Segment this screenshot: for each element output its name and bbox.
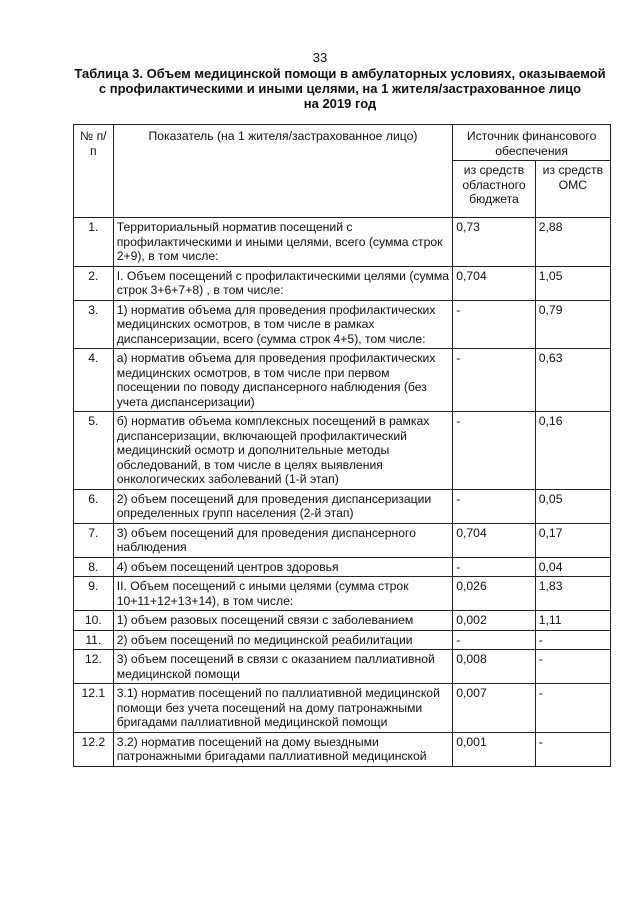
table-row [74, 300, 611, 349]
row-regional-budget-cell: 0,73 [453, 218, 536, 267]
title-line: с профилактическими и иными целями, на 1 жителя/застрахованное лицо [98, 81, 582, 96]
row-oms-cell: 0,63 [535, 349, 610, 412]
header-number: № п/п [74, 125, 114, 218]
row-indicator-cell: 4) объем посещений центров здоровья [113, 557, 453, 577]
row-number-cell: 4. [74, 349, 114, 412]
row-regional-budget-cell: - [453, 349, 536, 412]
row-indicator-cell: 1) норматив объема для проведения профилактических медицинских осмотров, в том числе в рамках диспансеризации, всего (сумма строк 4+5), том числе: [113, 300, 453, 349]
row-number-cell: 7. [74, 523, 114, 557]
row-regional-budget-cell: 0,001 [453, 732, 536, 766]
row-indicator-cell: 3) объем посещений для проведения диспансерного наблюдения [113, 523, 453, 557]
row-oms-cell: 0,04 [535, 557, 610, 577]
row-indicator-cell: 3.2) норматив посещений на дому выездными патронажными бригадами паллиативной медицинской [113, 732, 453, 766]
row-oms-cell: 0,79 [535, 300, 610, 349]
row-regional-budget-cell: - [453, 300, 536, 349]
row-oms-cell: 1,83 [535, 577, 610, 611]
row-indicator-cell: 1) объем разовых посещений связи с заболеванием [113, 611, 453, 631]
row-number-cell: 8. [74, 557, 114, 577]
row-regional-budget-cell: 0,704 [453, 523, 536, 557]
table-row [74, 266, 611, 300]
row-number-cell: 3. [74, 300, 114, 349]
row-indicator-cell: 3) объем посещений в связи с оказанием паллиативной медицинской помощи [113, 650, 453, 684]
row-oms-cell: 1,05 [535, 266, 610, 300]
row-number-cell: 9. [74, 577, 114, 611]
row-regional-budget-cell: - [453, 557, 536, 577]
header-indicator: Показатель (на 1 жителя/застрахованное лицо) [113, 125, 453, 218]
row-regional-budget-cell: - [453, 412, 536, 490]
table-row [74, 611, 611, 631]
row-oms-cell: - [535, 630, 610, 650]
row-oms-cell: 0,05 [535, 489, 610, 523]
row-indicator-cell: II. Объем посещений с иными целями (сумма строк 10+11+12+13+14), в том числе: [113, 577, 453, 611]
row-regional-budget-cell: 0,704 [453, 266, 536, 300]
row-number-cell: 2. [74, 266, 114, 300]
row-number-cell: 1. [74, 218, 114, 267]
title-line: на 2019 год [303, 96, 377, 111]
table-title [70, 66, 610, 111]
row-oms-cell: 0,17 [535, 523, 610, 557]
page-number: 33 [312, 50, 328, 65]
row-regional-budget-cell: 0,026 [453, 577, 536, 611]
row-number-cell: 5. [74, 412, 114, 490]
row-regional-budget-cell: 0,007 [453, 684, 536, 733]
row-regional-budget-cell: 0,008 [453, 650, 536, 684]
row-indicator-cell: 3.1) норматив посещений по паллиативной медицинской помощи без учета посещений на дому патронажными бригадами паллиативной медицинской помощи [113, 684, 453, 733]
table-row [74, 684, 611, 733]
table-body [74, 218, 611, 767]
table-row [74, 412, 611, 490]
row-number-cell: 6. [74, 489, 114, 523]
volume-table [73, 124, 611, 767]
header-regional-budget: из средств областного бюджета [453, 161, 536, 218]
table-row [74, 630, 611, 650]
row-indicator-cell: 2) объем посещений для проведения диспансеризации определенных групп населения (2-й этап) [113, 489, 453, 523]
header-funding-source: Источник финансового обеспечения [453, 125, 611, 161]
row-oms-cell: 1,11 [535, 611, 610, 631]
row-oms-cell: - [535, 684, 610, 733]
row-number-cell: 12.1 [74, 684, 114, 733]
table-row [74, 557, 611, 577]
table-row [74, 650, 611, 684]
row-number-cell: 11. [74, 630, 114, 650]
row-indicator-cell: а) норматив объема для проведения профилактических медицинских осмотров, в том числе при первом посещении по поводу диспансерного наблюдения (без учета диспансеризации) [113, 349, 453, 412]
table-row [74, 489, 611, 523]
table-row [74, 732, 611, 766]
row-indicator-cell: Территориальный норматив посещений с профилактическими и иными целями, всего (сумма строк 2+9), в том числе: [113, 218, 453, 267]
row-regional-budget-cell: - [453, 630, 536, 650]
row-oms-cell: - [535, 732, 610, 766]
row-number-cell: 12. [74, 650, 114, 684]
header-oms: из средств ОМС [535, 161, 610, 218]
row-indicator-cell: I. Объем посещений с профилактическими целями (сумма строк 3+6+7+8) , в том числе: [113, 266, 453, 300]
row-number-cell: 12.2 [74, 732, 114, 766]
row-indicator-cell: 2) объем посещений по медицинской реабилитации [113, 630, 453, 650]
row-oms-cell: - [535, 650, 610, 684]
table-row [74, 577, 611, 611]
table-row [74, 349, 611, 412]
table-row [74, 523, 611, 557]
row-indicator-cell: б) норматив объема комплексных посещений в рамках диспансеризации, включающей профилактический медицинский осмотр и дополнительные методы обследований, в том числе в целях выявления онкологических заболеваний (1-й этап) [113, 412, 453, 490]
row-oms-cell: 2,88 [535, 218, 610, 267]
table-row [74, 218, 611, 267]
row-regional-budget-cell: - [453, 489, 536, 523]
title-line: Таблица 3. Объем медицинской помощи в амбулаторных условиях, оказываемой [74, 66, 606, 81]
row-number-cell: 10. [74, 611, 114, 631]
row-oms-cell: 0,16 [535, 412, 610, 490]
row-regional-budget-cell: 0,002 [453, 611, 536, 631]
